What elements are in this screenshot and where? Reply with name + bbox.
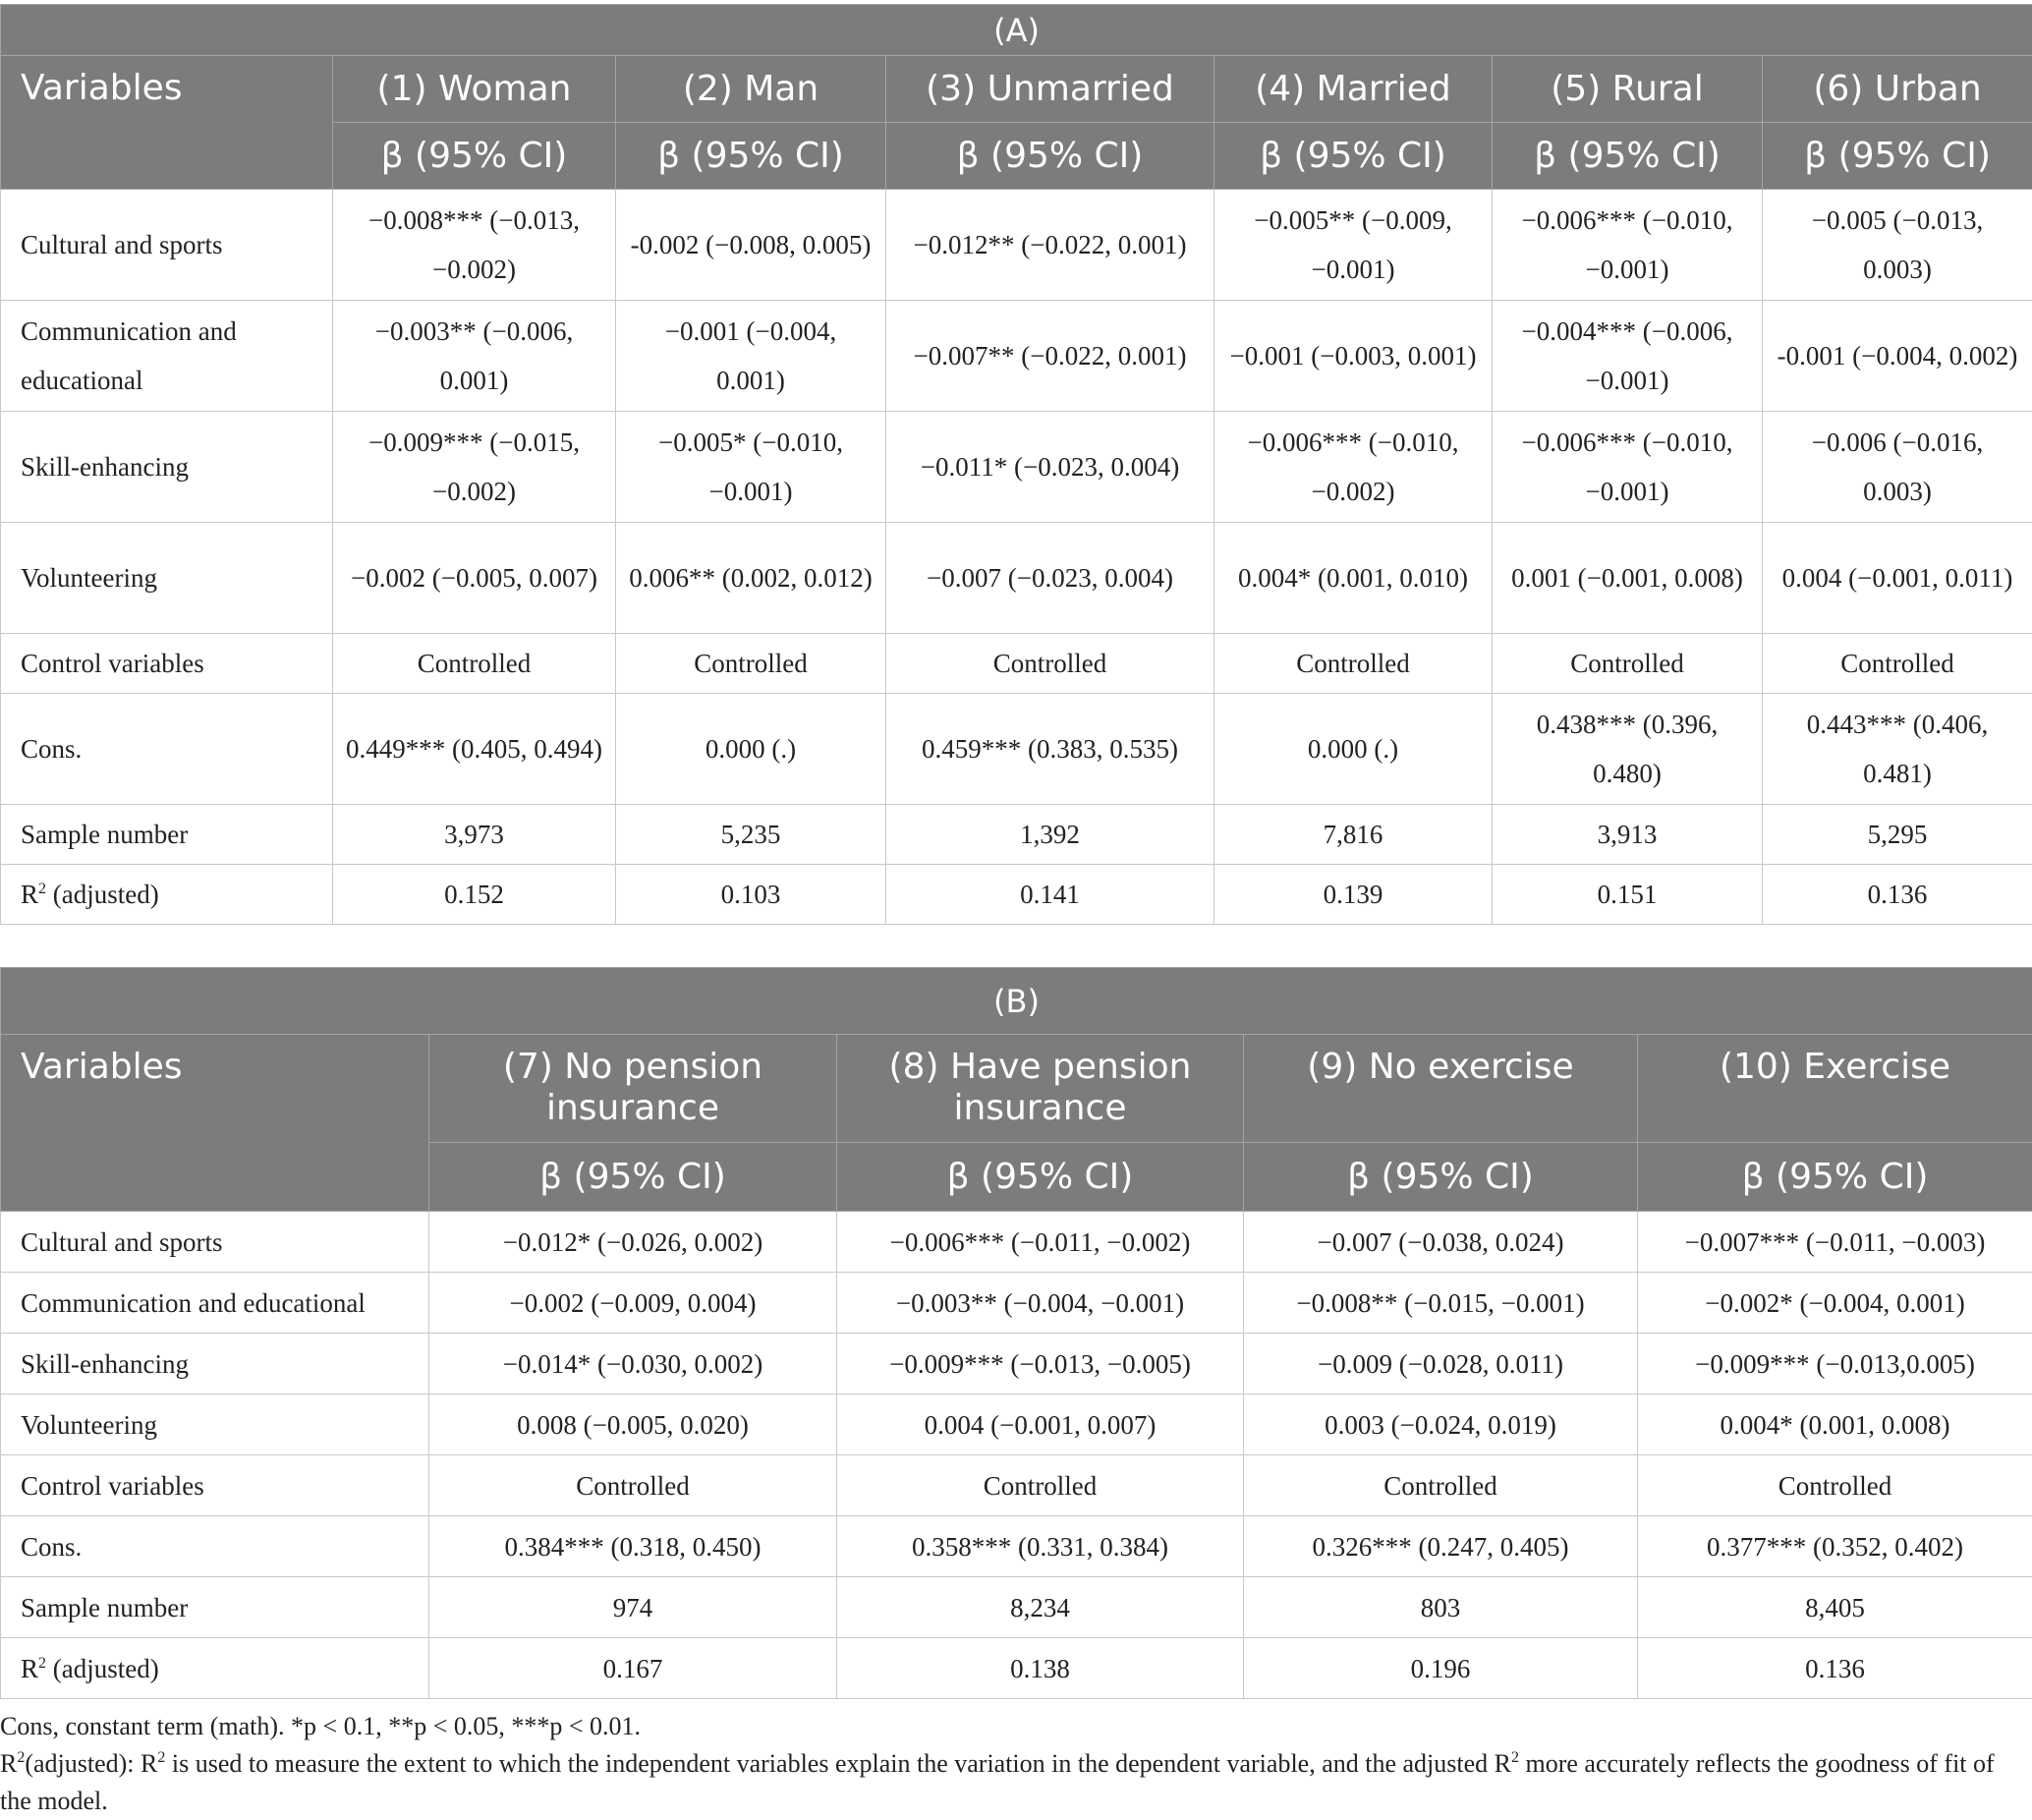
panel-b-title: (B)	[1, 968, 2032, 1035]
table-cell: 3,913	[1493, 805, 1763, 865]
table-cell: 0.326*** (0.247, 0.405)	[1244, 1516, 1638, 1577]
table-cell: 8,405	[1638, 1577, 2032, 1638]
variables-header: Variables	[1, 1035, 429, 1212]
table-cell: 3,973	[333, 805, 616, 865]
column-header: (5) Rural	[1493, 56, 1763, 123]
table-cell: −0.003** (−0.006, 0.001)	[333, 301, 616, 412]
table-cell: −0.001 (−0.004, 0.001)	[616, 301, 886, 412]
table-row	[1, 1577, 2032, 1638]
table-cell: 0.141	[886, 865, 1214, 925]
table-cell: 0.139	[1214, 865, 1493, 925]
table-cell: −0.002* (−0.004, 0.001)	[1638, 1273, 2032, 1334]
column-header: (3) Unmarried	[886, 56, 1214, 123]
table-cell: −0.007 (−0.023, 0.004)	[886, 523, 1214, 634]
table-row	[1, 1212, 2032, 1273]
table-cell: 0.001 (−0.001, 0.008)	[1493, 523, 1763, 634]
table-row	[1, 1516, 2032, 1577]
column-header: (4) Married	[1214, 56, 1493, 123]
row-label: Cultural and sports	[1, 1212, 429, 1273]
table-cell: 0.196	[1244, 1638, 1638, 1699]
table-cell: 0.358*** (0.331, 0.384)	[837, 1516, 1244, 1577]
table-cell: −0.006*** (−0.010, −0.001)	[1493, 190, 1763, 301]
row-label: $R^2$ (adjusted)	[1, 1638, 429, 1699]
table-cell: −0.014* (−0.030, 0.002)	[429, 1334, 837, 1394]
ci-header: β (95% CI)	[1214, 123, 1493, 190]
table-cell: 7,816	[1214, 805, 1493, 865]
table-cell: Controlled	[886, 634, 1214, 694]
table-cell: 0.000 (.)	[1214, 694, 1493, 805]
footnote-r2: $R^2(adjusted)$: $R^2$ is used to measure the extent to which the independent variables explain the variation in the dependent variable, and the adjusted $R^2$ more accurately reflects the goodness of fit of the model.	[0, 1749, 1995, 1815]
row-label: Skill-enhancing	[1, 1334, 429, 1394]
table-cell: 803	[1244, 1577, 1638, 1638]
row-label: Communication and educational	[1, 301, 333, 412]
table-cell: 0.136	[1638, 1638, 2032, 1699]
table-cell: −0.009*** (−0.013,0.005)	[1638, 1334, 2032, 1394]
table-cell: −0.005 (−0.013, 0.003)	[1763, 190, 2032, 301]
table-cell: 0.449*** (0.405, 0.494)	[333, 694, 616, 805]
table-cell: 0.000 (.)	[616, 694, 886, 805]
ci-header: β (95% CI)	[1763, 123, 2032, 190]
table-cell: −0.008*** (−0.013, −0.002)	[333, 190, 616, 301]
table-cell: Controlled	[333, 634, 616, 694]
table-cell: Controlled	[1638, 1455, 2032, 1516]
ci-header: β (95% CI)	[1493, 123, 1763, 190]
table-cell: 0.008 (−0.005, 0.020)	[429, 1394, 837, 1455]
table-cell: 0.443*** (0.406, 0.481)	[1763, 694, 2032, 805]
table-cell: 1,392	[886, 805, 1214, 865]
table-cell: 0.136	[1763, 865, 2032, 925]
table-row	[1, 1638, 2032, 1699]
table-cell: Controlled	[837, 1455, 1244, 1516]
table-cell: −0.005** (−0.009, −0.001)	[1214, 190, 1493, 301]
footnote-abbreviations: Cons, constant term (math). *p < 0.1, **p < 0.05, ***p < 0.01.	[0, 1712, 642, 1740]
column-header: (1) Woman	[333, 56, 616, 123]
table-row	[1, 1394, 2032, 1455]
table-cell: −0.005* (−0.010, −0.001)	[616, 412, 886, 523]
table-cell: Controlled	[429, 1455, 837, 1516]
table-cell: 0.459*** (0.383, 0.535)	[886, 694, 1214, 805]
ci-header: β (95% CI)	[886, 123, 1214, 190]
row-label: Control variables	[1, 634, 333, 694]
table-row	[1, 412, 2032, 523]
table-row	[1, 301, 2032, 412]
table-cell: 0.004 (−0.001, 0.007)	[837, 1394, 1244, 1455]
table-cell: -0.001 (−0.004, 0.002)	[1763, 301, 2032, 412]
table-row	[1, 190, 2032, 301]
table-cell: −0.009 (−0.028, 0.011)	[1244, 1334, 1638, 1394]
table-cell: Controlled	[1214, 634, 1493, 694]
table-cell: Controlled	[1763, 634, 2032, 694]
table-cell: −0.002 (−0.009, 0.004)	[429, 1273, 837, 1334]
table-cell: 0.004* (0.001, 0.008)	[1638, 1394, 2032, 1455]
table-cell: −0.009*** (−0.013, −0.005)	[837, 1334, 1244, 1394]
table-cell: -0.002 (−0.008, 0.005)	[616, 190, 886, 301]
table-cell: 0.438*** (0.396, 0.480)	[1493, 694, 1763, 805]
row-label: Cultural and sports	[1, 190, 333, 301]
table-cell: −0.001 (−0.003, 0.001)	[1214, 301, 1493, 412]
table-cell: 0.384*** (0.318, 0.450)	[429, 1516, 837, 1577]
row-label: $R^2$ (adjusted)	[1, 865, 333, 925]
panel-a-title: (A)	[1, 5, 2032, 56]
table-cell: 0.377*** (0.352, 0.402)	[1638, 1516, 2032, 1577]
table-cell: −0.006*** (−0.010, −0.002)	[1214, 412, 1493, 523]
table-cell: −0.003** (−0.004, −0.001)	[837, 1273, 1244, 1334]
table-cell: −0.007*** (−0.011, −0.003)	[1638, 1212, 2032, 1273]
table-row	[1, 1334, 2032, 1394]
row-label: Sample number	[1, 1577, 429, 1638]
column-header: (8) Have pension insurance	[837, 1035, 1244, 1143]
column-header: (7) No pension insurance	[429, 1035, 837, 1143]
table-cell: 5,295	[1763, 805, 2032, 865]
table-cell: Controlled	[616, 634, 886, 694]
table-footnotes	[0, 1708, 2016, 1820]
table-cell: −0.007** (−0.022, 0.001)	[886, 301, 1214, 412]
column-header: (10) Exercise	[1638, 1035, 2032, 1143]
ci-header: β (95% CI)	[837, 1143, 1244, 1212]
table-row	[1, 694, 2032, 805]
table-cell: 0.004* (0.001, 0.010)	[1214, 523, 1493, 634]
table-cell: −0.009*** (−0.015, −0.002)	[333, 412, 616, 523]
ci-header: β (95% CI)	[333, 123, 616, 190]
table-row	[1, 634, 2032, 694]
ci-header: β (95% CI)	[429, 1143, 837, 1212]
table-cell: −0.002 (−0.005, 0.007)	[333, 523, 616, 634]
table-cell: −0.006*** (−0.011, −0.002)	[837, 1212, 1244, 1273]
table-cell: −0.006*** (−0.010, −0.001)	[1493, 412, 1763, 523]
table-cell: −0.006 (−0.016, 0.003)	[1763, 412, 2032, 523]
table-cell: −0.012* (−0.026, 0.002)	[429, 1212, 837, 1273]
ci-header: β (95% CI)	[616, 123, 886, 190]
row-label: Volunteering	[1, 1394, 429, 1455]
table-row	[1, 1455, 2032, 1516]
table-cell: −0.008** (−0.015, −0.001)	[1244, 1273, 1638, 1334]
row-label: Volunteering	[1, 523, 333, 634]
table-cell: 0.138	[837, 1638, 1244, 1699]
panel-b-table	[0, 967, 2032, 1699]
row-label: Control variables	[1, 1455, 429, 1516]
table-cell: Controlled	[1244, 1455, 1638, 1516]
row-label: Cons.	[1, 694, 333, 805]
table-cell: 5,235	[616, 805, 886, 865]
table-row	[1, 1273, 2032, 1334]
row-label: Skill-enhancing	[1, 412, 333, 523]
column-header: (2) Man	[616, 56, 886, 123]
variables-header: Variables	[1, 56, 333, 190]
table-cell: −0.011* (−0.023, 0.004)	[886, 412, 1214, 523]
table-cell: 0.152	[333, 865, 616, 925]
table-cell: 0.151	[1493, 865, 1763, 925]
table-cell: 8,234	[837, 1577, 1244, 1638]
table-cell: −0.007 (−0.038, 0.024)	[1244, 1212, 1638, 1273]
table-cell: 0.167	[429, 1638, 837, 1699]
table-cell: −0.012** (−0.022, 0.001)	[886, 190, 1214, 301]
ci-header: β (95% CI)	[1638, 1143, 2032, 1212]
table-cell: Controlled	[1493, 634, 1763, 694]
table-cell: −0.004*** (−0.006, −0.001)	[1493, 301, 1763, 412]
table-cell: 0.103	[616, 865, 886, 925]
table-cell: 0.003 (−0.024, 0.019)	[1244, 1394, 1638, 1455]
panel-a-table	[0, 4, 2032, 925]
table-cell: 974	[429, 1577, 837, 1638]
column-header: (9) No exercise	[1244, 1035, 1638, 1143]
row-label: Communication and educational	[1, 1273, 429, 1334]
row-label: Cons.	[1, 1516, 429, 1577]
table-cell: 0.006** (0.002, 0.012)	[616, 523, 886, 634]
table-row	[1, 865, 2032, 925]
table-row	[1, 805, 2032, 865]
table-row	[1, 523, 2032, 634]
row-label: Sample number	[1, 805, 333, 865]
column-header: (6) Urban	[1763, 56, 2032, 123]
ci-header: β (95% CI)	[1244, 1143, 1638, 1212]
table-cell: 0.004 (−0.001, 0.011)	[1763, 523, 2032, 634]
